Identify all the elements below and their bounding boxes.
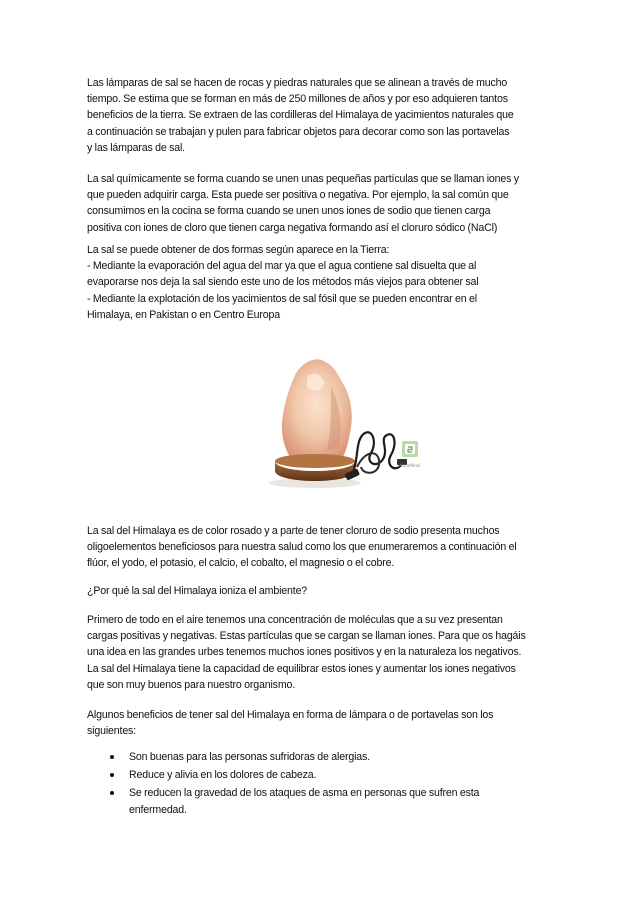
- text-line: consumimos en la cocina se forma cuando se unen unos iones de sodio que tienen carga: [87, 205, 491, 218]
- paragraph-benefits-intro: [87, 707, 549, 739]
- text-line: cargas positivas y negativas. Estas partículas que se cargan se llaman iones. Para que os hagáis: [87, 630, 526, 643]
- text-line: siguientes:: [87, 725, 136, 738]
- text-line: La sal químicamente se forma cuando se unen unas pequeñas partículas que se llaman iones y: [87, 173, 519, 185]
- text-line: - Mediante la explotación de los yacimientos de sal fósil que se pueden encontrar en el: [87, 292, 477, 305]
- text-line: oligoelementos beneficiosos para nuestra salud como los que enumeraremos a continuación el: [87, 541, 517, 554]
- power-cord-loop: [357, 453, 379, 473]
- text-line: ¿Por qué la sal del Himalaya ioniza el ambiente?: [87, 585, 308, 597]
- text-line: La sal se puede obtener de dos formas según aparece en la Tierra:: [87, 244, 390, 256]
- text-line: flúor, el yodo, el potasio, el calcio, el cobalto, el magnesio o el cobre.: [87, 557, 395, 570]
- paragraph-ions: [87, 612, 549, 693]
- text-line: una idea en las grandes urbes tenemos muchos iones positivos y en la naturaleza los negativos.: [87, 646, 522, 659]
- text-line: Las lámparas de sal se hacen de rocas y piedras naturales que se alinean a través de mucho: [87, 77, 508, 89]
- list-item: [87, 767, 549, 783]
- text-line: Son buenas para las personas sufridoras de alergias.: [129, 751, 370, 763]
- text-line: que son muy buenos para nuestro organismo.: [87, 678, 296, 691]
- text-line: Algunos beneficios de tener sal del Himalaya en forma de lámpara o de portavelas son los: [87, 709, 494, 721]
- text-line: evaporarse nos deja la sal siendo este uno de los métodos más viejos para obtener sal: [87, 276, 479, 289]
- text-line: a continuación se trabajan y pulen para fabricar objetos para decorar como son las portavelas: [87, 125, 510, 138]
- paragraph-origin: [87, 75, 549, 156]
- paragraph-chemistry: [87, 171, 549, 236]
- text-line: que pueden adquirir carga. Esta puede ser positiva o negativa. Por ejemplo, la sal común que: [87, 189, 509, 202]
- list-item: [87, 785, 549, 817]
- text-line: Reduce y alivia en los dolores de cabeza.: [129, 769, 317, 782]
- text-line: y las lámparas de sal.: [87, 141, 185, 154]
- text-line: - Mediante la evaporación del agua del mar ya que el agua contiene sal disuelta que al: [87, 260, 477, 273]
- wooden-base-top: [275, 454, 355, 468]
- salt-lamp-illustration: [255, 347, 470, 502]
- text-line: Primero de todo en el aire tenemos una concentración de moléculas que a su vez presentan: [87, 614, 503, 626]
- text-line: enfermedad.: [129, 803, 187, 816]
- salt-lamp-image: [255, 347, 470, 502]
- section-question: [87, 583, 549, 599]
- paragraph-extraction: [87, 242, 549, 323]
- text-line: beneficios de la tierra. Se extraen de las cordilleras del Himalaya de yacimientos naturales que: [87, 109, 514, 122]
- text-line: tiempo. Se estima que se forman en más de 250 millones de años y por eso adquieren tantos: [87, 93, 508, 106]
- text-line: La sal del Himalaya tiene la capacidad de equilibrar estos iones y aumentar los iones negativos: [87, 662, 516, 675]
- text-line: La sal del Himalaya es de color rosado y a parte de tener cloruro de sodio presenta muchos: [87, 525, 500, 537]
- benefits-list: [87, 749, 549, 820]
- text-line: Himalaya, en Pakistan o en Centro Europa: [87, 308, 281, 321]
- paragraph-himalaya-salt: [87, 523, 549, 572]
- text-line: positiva con iones de cloro que tienen carga negativa formando así el cloruro sódico (NaCl): [87, 221, 498, 234]
- power-cord: [353, 432, 401, 473]
- text-line: Se reducen la gravedad de los ataques de asma en personas que sufren esta: [129, 787, 480, 800]
- brand-logo: [399, 441, 420, 469]
- brand-logo-caption: AlcoMinsi: [399, 464, 421, 469]
- list-item: [87, 749, 549, 765]
